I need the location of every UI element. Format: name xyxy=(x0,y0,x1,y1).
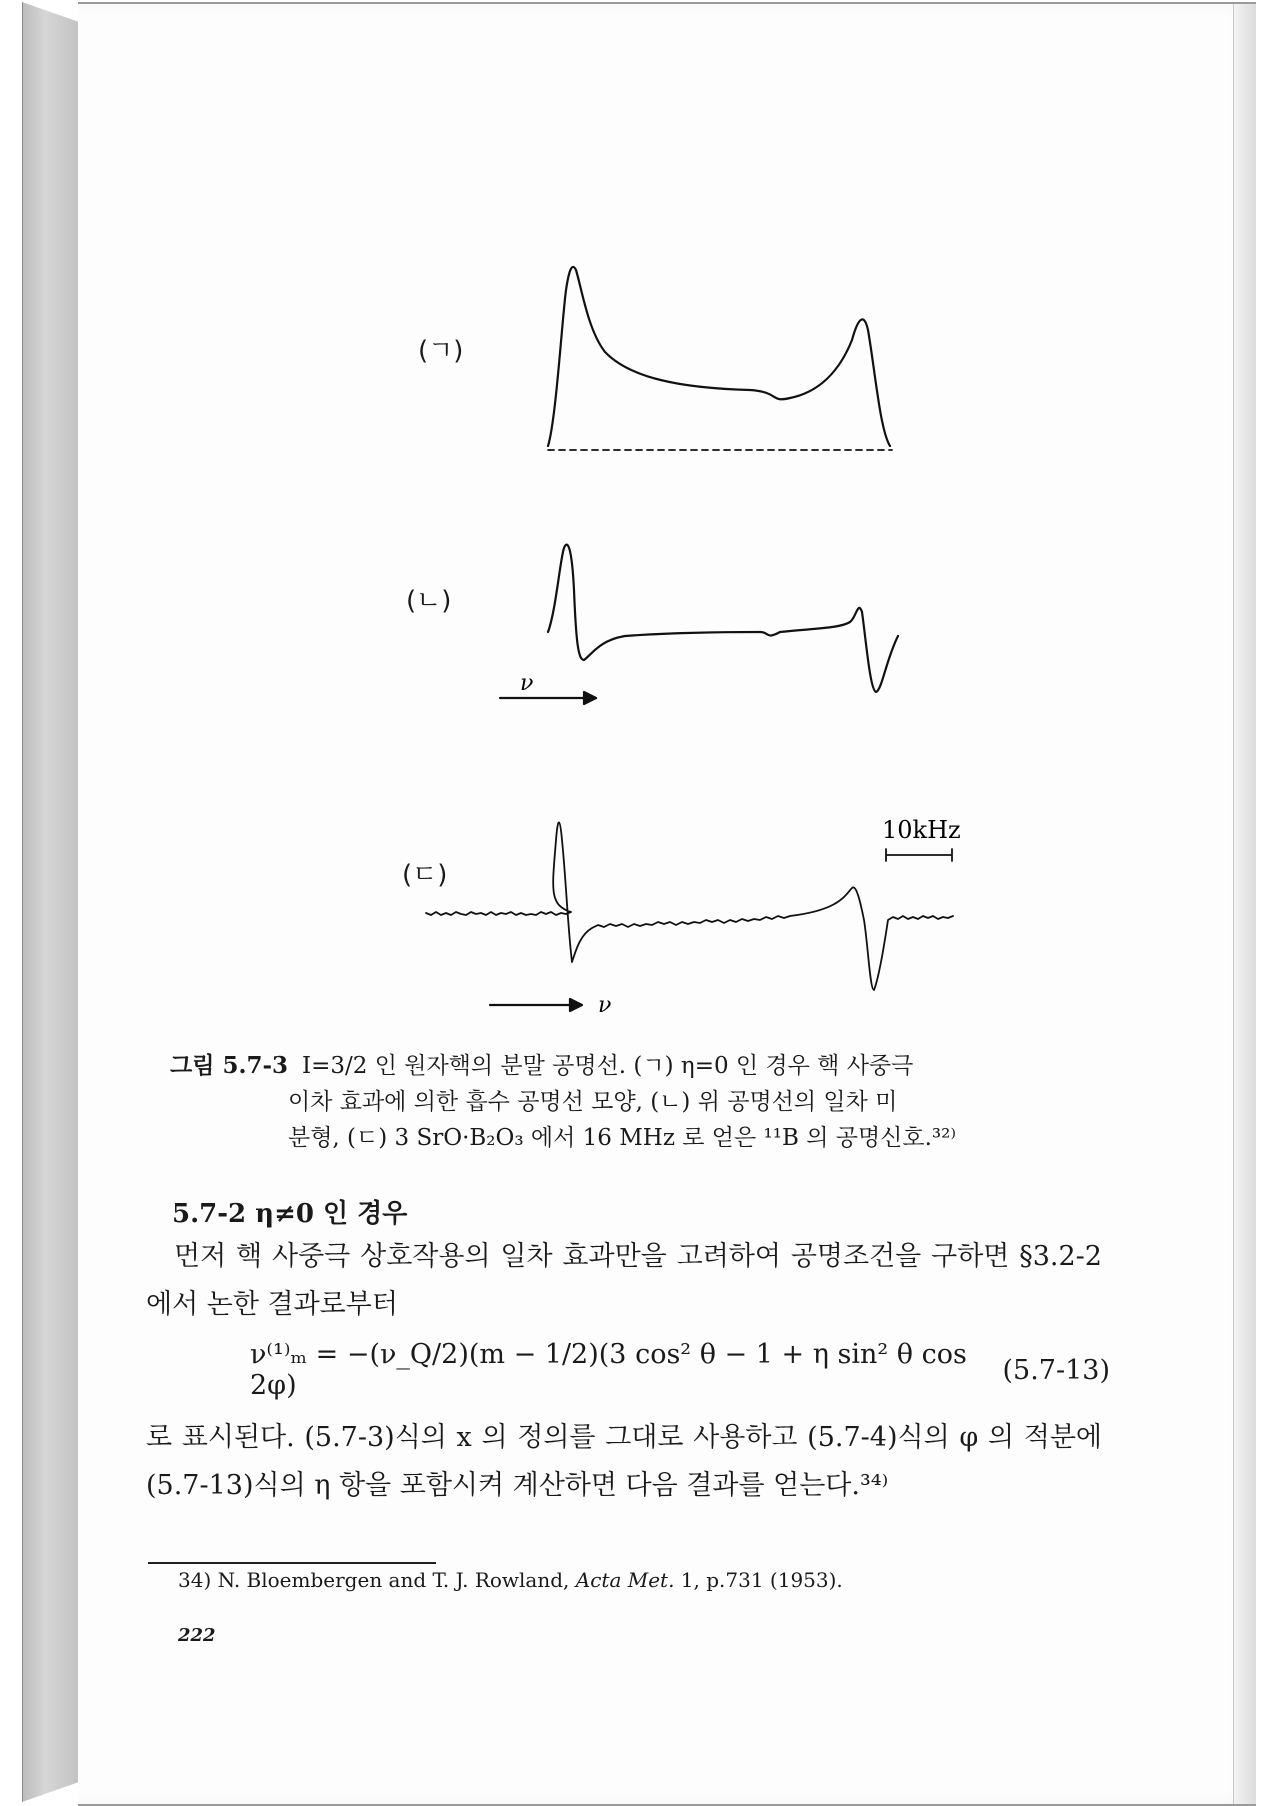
equation-number: (5.7-13) xyxy=(1002,1354,1110,1386)
caption-line-3: 분형, (ㄷ) 3 SrO·B₂O₃ 에서 16 MHz 로 얻은 ¹¹B 의 공명신호.³²⁾ xyxy=(288,1125,956,1151)
scale-bar xyxy=(886,849,952,861)
panel-c-nu-arrow-head xyxy=(570,999,582,1011)
panel-a-absorption-curve xyxy=(548,267,890,446)
caption-line-1: I=3/2 인 원자핵의 분말 공명선. (ㄱ) η=0 인 경우 핵 사중극 xyxy=(302,1053,914,1079)
paragraph-1: 먼저 핵 사중극 상호작용의 일차 효과만을 고려하여 공명조건을 구하면 §3.2-2 에서 논한 결과로부터 xyxy=(146,1241,1102,1320)
footnote-prefix: 34) N. Bloembergen and T. J. Rowland, xyxy=(178,1568,576,1592)
paragraph-2: 로 표시된다. (5.7-3)식의 x 의 정의를 그대로 사용하고 (5.7-4)식의 φ 의 적분에 (5.7-13)식의 η 항을 포함시켜 계산하면 다음 결과를 얻는다.³⁴⁾ xyxy=(146,1422,1102,1501)
section-heading: 5.7-2 η≠0 인 경우 xyxy=(172,1199,408,1229)
footnote-suffix: 1, p.731 (1953). xyxy=(674,1568,843,1592)
footnote-rule xyxy=(148,1562,436,1564)
panel-a-label: (ㄱ) xyxy=(418,336,464,366)
caption-number: 그림 5.7-3 xyxy=(170,1052,289,1079)
panel-c-label: (ㄷ) xyxy=(402,860,448,890)
footnote-journal: Acta Met. xyxy=(575,1568,675,1592)
caption-line-2: 이차 효과에 의한 흡수 공명선 모양, (ㄴ) 위 공명선의 일차 미 xyxy=(288,1089,898,1115)
scale-bar-label: 10kHz xyxy=(882,816,961,844)
panel-b-nu-arrow-head xyxy=(584,692,596,704)
page-number: 222 xyxy=(178,1625,216,1646)
panel-b-derivative-curve xyxy=(548,545,898,692)
footnote-34 xyxy=(178,1568,843,1592)
panel-b-label: (ㄴ) xyxy=(406,586,452,616)
equation-5-7-13 xyxy=(250,1340,1110,1400)
panel-c-signal-curve xyxy=(426,822,953,990)
equation-expression: ν⁽¹⁾ₘ = −(ν_Q/2)(m − 1/2)(3 cos² θ − 1 + η sin² θ cos 2φ) xyxy=(250,1339,967,1401)
figure-caption xyxy=(170,1048,1100,1156)
panel-c-nu-label: ν xyxy=(598,993,612,1018)
panel-b-nu-label: ν xyxy=(520,671,534,696)
